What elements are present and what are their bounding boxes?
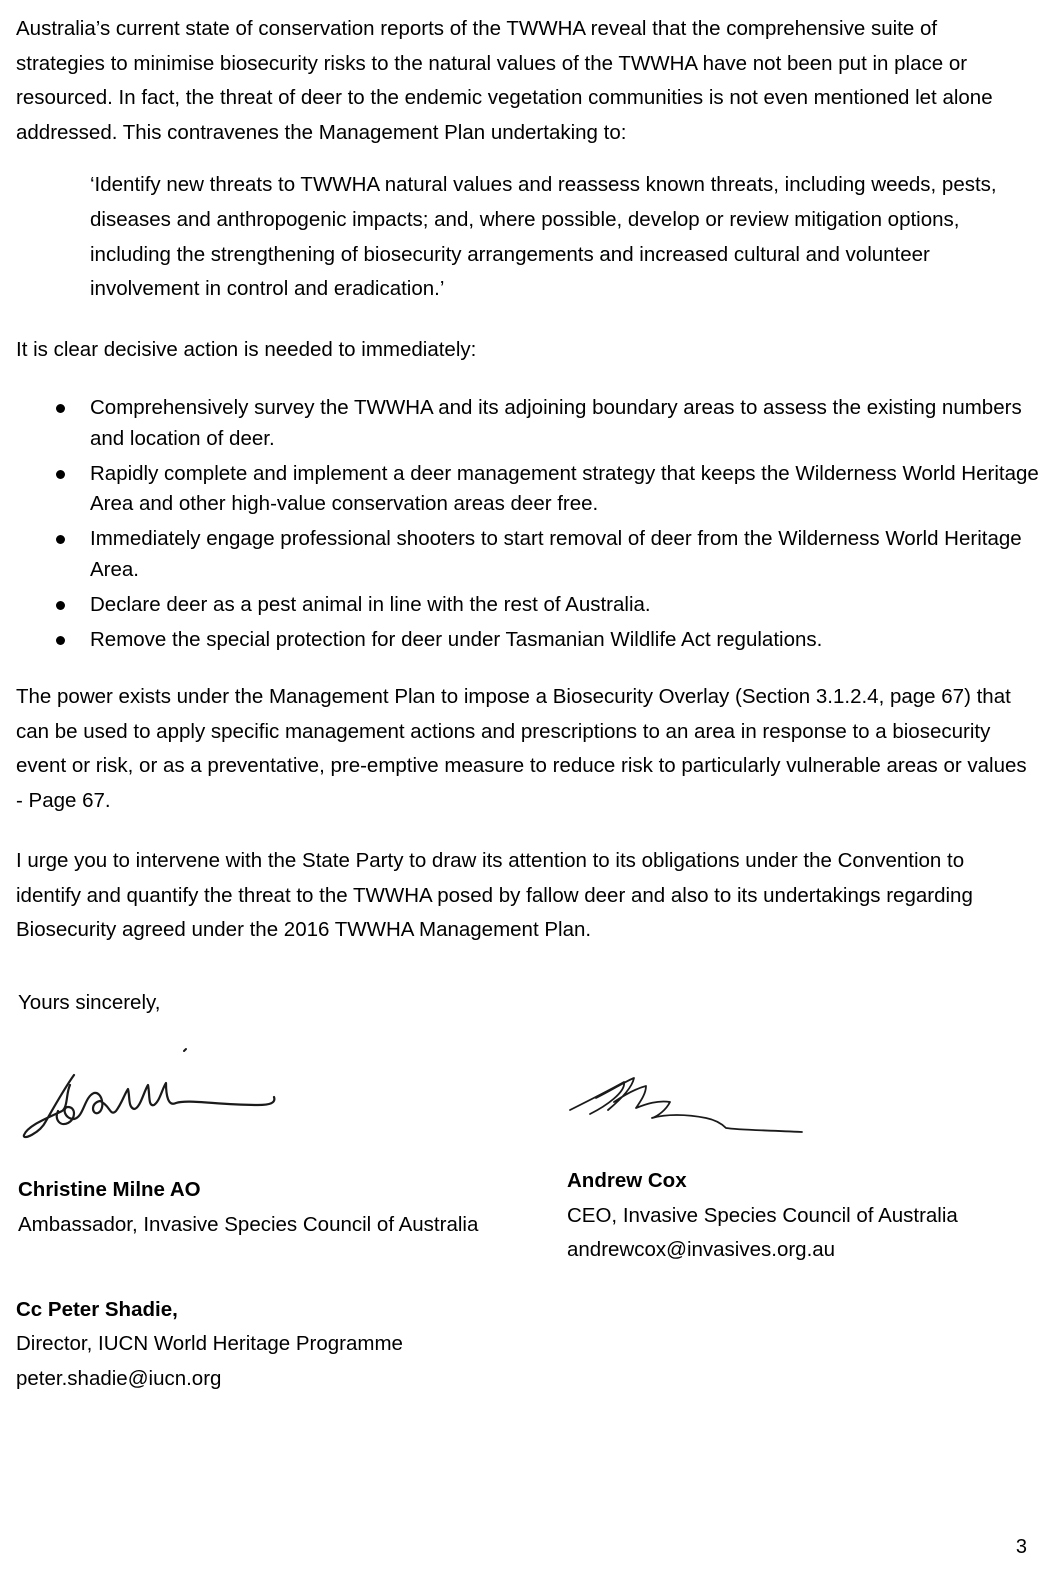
- signatory-title: CEO, Invasive Species Council of Australia: [567, 1204, 958, 1227]
- intro-paragraph: Australia’s current state of conservation reports of the TWWHA reveal that the comprehensive suite of strategies to minimise biosecurity risks to the natural values of the TWWHA have not been put in place or resourced. In fact, the threat of deer to the endemic vegetation communities is not even mentioned let alone addressed. This contravenes the Management Plan undertaking to:: [16, 17, 993, 144]
- bullet-icon: [56, 636, 65, 645]
- signatory-title: Ambassador, Invasive Species Council of Australia: [18, 1213, 479, 1236]
- action-text: Declare deer as a pest animal in line with the rest of Australia.: [90, 592, 651, 616]
- closing: Yours sincerely,: [18, 991, 161, 1014]
- signatory-name: Christine Milne AO: [18, 1178, 201, 1201]
- bullet-icon: [56, 535, 65, 544]
- action-intro: It is clear decisive action is needed to immediately:: [16, 338, 477, 361]
- christine-milne-signature: [18, 1045, 283, 1145]
- cc-email: peter.shadie@iucn.org: [16, 1367, 222, 1390]
- action-text: Comprehensively survey the TWWHA and its adjoining boundary areas to assess the existing numbers and location of deer.: [90, 396, 1022, 450]
- bullet-icon: [56, 470, 65, 479]
- action-item: [0, 625, 1040, 656]
- action-text: Rapidly complete and implement a deer management strategy that keeps the Wilderness World Heritage Area and other high-value conservation areas deer free.: [90, 461, 1039, 516]
- action-item: [0, 590, 1040, 621]
- action-list: [0, 393, 1040, 660]
- andrew-cox-signature: [566, 1072, 811, 1147]
- action-item: [0, 393, 1040, 454]
- cc-name: Cc Peter Shadie,: [16, 1298, 178, 1321]
- cc-title: Director, IUCN World Heritage Programme: [16, 1332, 403, 1355]
- signatory-email: andrewcox@invasives.org.au: [567, 1238, 836, 1261]
- biosecurity-overlay-paragraph: The power exists under the Management Plan to impose a Biosecurity Overlay (Section 3.1.2.4, page 67) that can be used to apply specific management actions and prescriptions to an area in response to a biosecurity event or risk, or as a preventative, pre-emptive measure to reduce risk to particularly vulnerable areas or values - Page 67.: [16, 685, 1027, 812]
- signatory-name: Andrew Cox: [567, 1169, 687, 1192]
- action-text: Immediately engage professional shooters to start removal of deer from the Wilderness World Heritage Area.: [90, 527, 1022, 581]
- bullet-icon: [56, 601, 65, 610]
- action-item: [0, 524, 1040, 585]
- urge-paragraph: I urge you to intervene with the State Party to draw its attention to its obligations under the Convention to identify and quantify the threat to the TWWHA posed by fallow deer and also to its undertakings regarding Biosecurity agreed under the 2016 TWWHA Management Plan.: [16, 849, 973, 941]
- action-text: Remove the special protection for deer under Tasmanian Wildlife Act regulations.: [90, 627, 823, 651]
- action-item: [0, 459, 1040, 520]
- bullet-icon: [56, 404, 65, 413]
- management-plan-quote: ‘Identify new threats to TWWHA natural values and reassess known threats, including weeds, pests, diseases and anthropogenic impacts; and, where possible, develop or review mitigation options, including the strengthening of biosecurity arrangements and increased cultural and volunteer involvement in control and eradication.’: [90, 173, 997, 301]
- page-number: 3: [1015, 1536, 1027, 1558]
